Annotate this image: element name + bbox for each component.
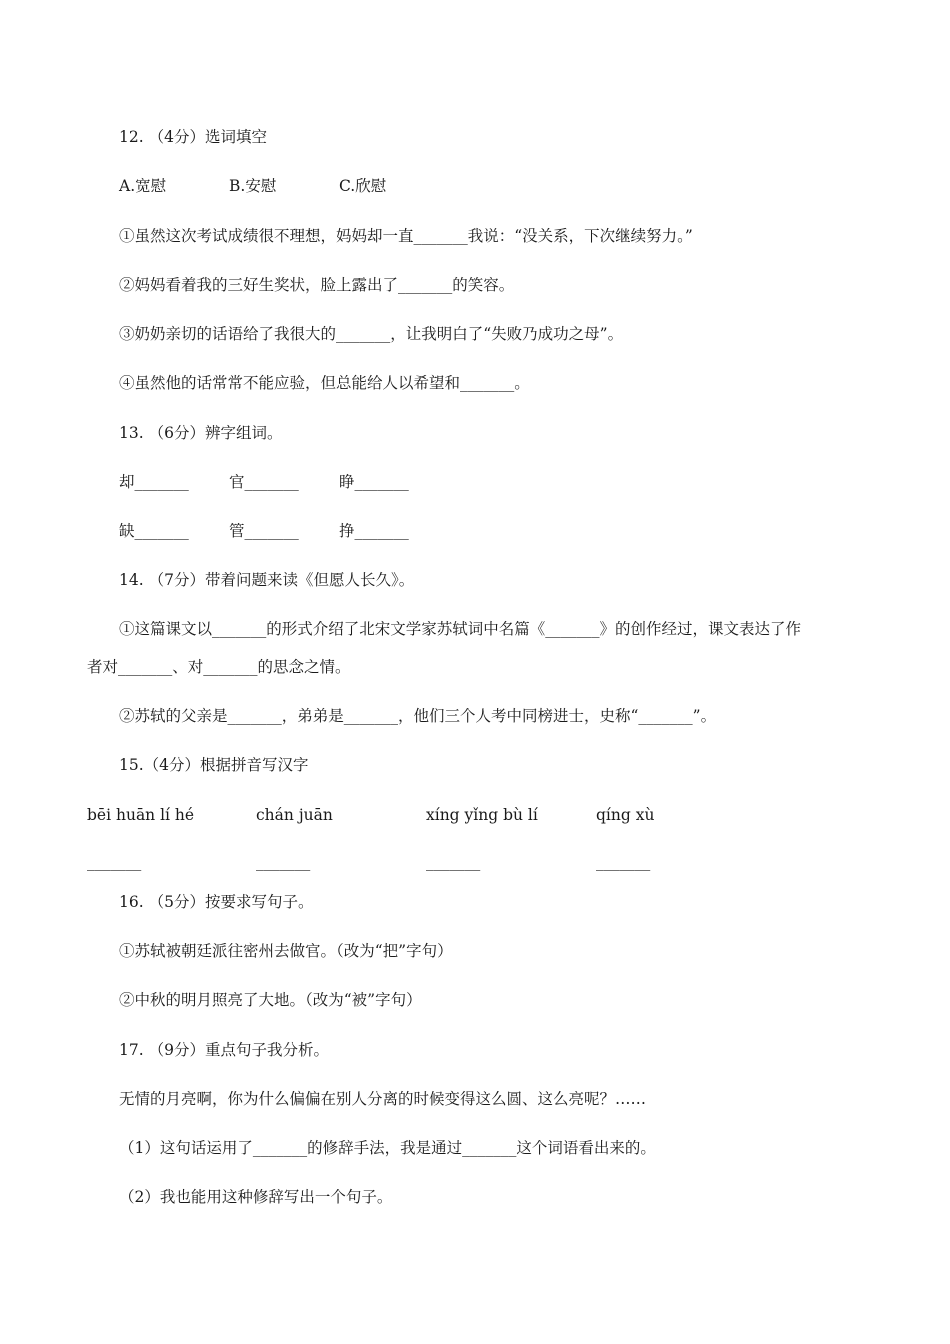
q17-title: 17. （9分）重点句子我分析。 — [119, 1041, 329, 1059]
q14-item-1-line-2: 者对_______、对_______的思念之情。 — [87, 658, 351, 676]
q17-item-2: （2）我也能用这种修辞写出一个句子。 — [119, 1188, 393, 1206]
q14-title: 14. （7分）带着问题来读《但愿人长久》。 — [119, 571, 415, 589]
q15-blank-2: _______ — [256, 853, 311, 871]
q12-option-c: C.欣慰 — [339, 177, 387, 195]
q13-word-6: 挣_______ — [339, 522, 409, 540]
q16-title: 16. （5分）按要求写句子。 — [119, 893, 314, 911]
q12-item-1: ①虽然这次考试成绩很不理想，妈妈却一直_______我说：“没关系，下次继续努力。” — [119, 227, 693, 245]
q15-pinyin-4: qíng xù — [596, 806, 655, 824]
q12-option-b: B.安慰 — [229, 177, 277, 195]
q14-item-2: ②苏轼的父亲是_______，弟弟是_______，他们三个人考中同榜进士，史称“_______”。 — [119, 707, 717, 725]
q16-item-1: ①苏轼被朝廷派往密州去做官。（改为“把”字句） — [119, 942, 453, 960]
q14-item-1-line-1: ①这篇课文以_______的形式介绍了北宋文学家苏轼词中名篇《_______》的创作经过，课文表达了作 — [119, 620, 802, 638]
q17-item-1: （1）这句话运用了_______的修辞手法，我是通过_______这个词语看出来的。 — [119, 1139, 656, 1157]
q15-blank-4: _______ — [596, 853, 651, 871]
q13-word-4: 缺_______ — [119, 522, 189, 540]
q13-word-1: 却_______ — [119, 473, 189, 491]
q13-word-5: 管_______ — [229, 522, 299, 540]
q15-pinyin-2: chán juān — [256, 806, 333, 824]
q17-sentence: 无情的月亮啊，你为什么偏偏在别人分离的时候变得这么圆、这么亮呢？…… — [119, 1090, 647, 1108]
q12-item-3: ③奶奶亲切的话语给了我很大的_______，让我明白了“失败乃成功之母”。 — [119, 325, 624, 343]
q13-word-2: 官_______ — [229, 473, 299, 491]
q13-word-3: 睁_______ — [339, 473, 409, 491]
q15-pinyin-3: xíng yǐng bù lí — [426, 806, 538, 824]
q12-item-2: ②妈妈看着我的三好生奖状，脸上露出了_______的笑容。 — [119, 276, 515, 294]
q15-blank-1: _______ — [87, 853, 142, 871]
q13-title: 13. （6分）辨字组词。 — [119, 424, 283, 442]
q15-blank-3: _______ — [426, 853, 481, 871]
q12-title: 12. （4分）选词填空 — [119, 128, 267, 146]
q15-title: 15.（4分）根据拼音写汉字 — [119, 756, 309, 774]
q15-pinyin-1: bēi huān lí hé — [87, 806, 195, 824]
q16-item-2: ②中秋的明月照亮了大地。（改为“被”字句） — [119, 991, 422, 1009]
q12-option-a: A.宽慰 — [119, 177, 167, 195]
q12-item-4: ④虽然他的话常常不能应验，但总能给人以希望和_______。 — [119, 374, 530, 392]
